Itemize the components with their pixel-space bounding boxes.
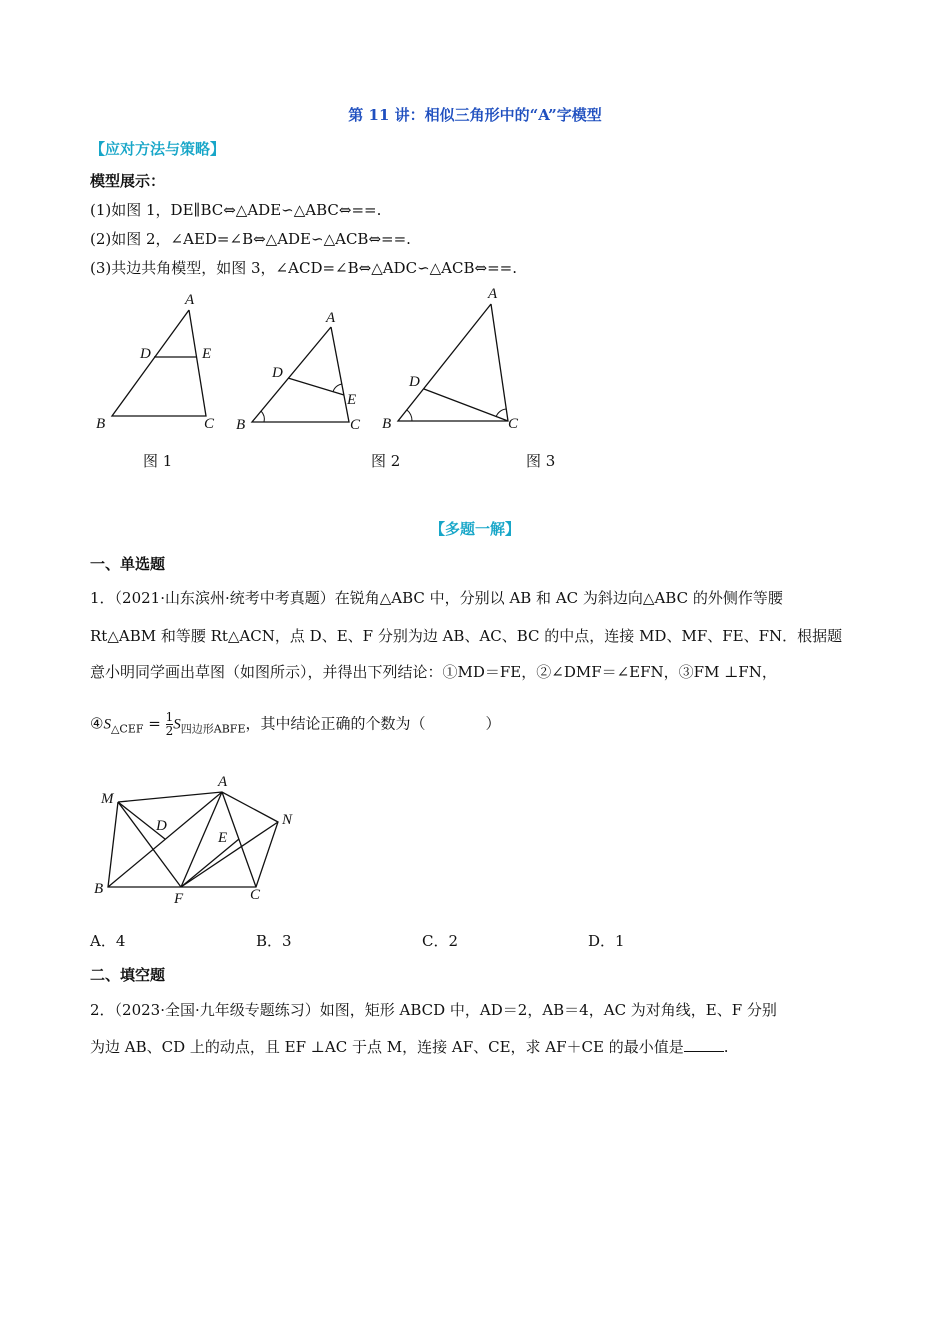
- q1-area-s2: S: [173, 716, 181, 733]
- q1-line-2: Rt△ABM 和等腰 Rt△ACN，点 D、E、F 分别为边 AB、AC、BC 的中点，连接 MD、MF、FE、FN．根据题: [90, 627, 843, 645]
- q1-area-s1-sub: △CEF: [110, 722, 144, 736]
- q1-fig-label-m: M: [101, 791, 114, 807]
- fig3-label-a: A: [488, 286, 498, 302]
- q1-option-c[interactable]: C．2: [422, 932, 459, 950]
- fig3-label-d: D: [409, 374, 420, 390]
- fig1-label-c: C: [204, 416, 215, 432]
- q2-line-2-end: .: [723, 1038, 729, 1056]
- fig3-label-c: C: [508, 416, 519, 432]
- q1-line-4: [90, 711, 501, 738]
- model-line-3: (3)共边共角模型，如图 3，∠ACD=∠B⇔△ADC∽△ACB⇔==.: [90, 259, 517, 277]
- fig3-label-b: B: [382, 416, 392, 432]
- q2-answer-blank[interactable]: [684, 1051, 724, 1052]
- fig1-label-a: A: [185, 292, 195, 308]
- q1-fraction-denominator: 2: [165, 724, 174, 738]
- section-1-heading: 一、单选题: [90, 555, 166, 573]
- fig3-triangle: [398, 304, 508, 421]
- q1-figure: [92, 772, 307, 912]
- section-2-heading: 二、填空题: [90, 966, 166, 984]
- q1-equals: =: [148, 714, 161, 733]
- fig3-angle-b-arc: [407, 410, 412, 421]
- q2-line-2-text: 为边 AB、CD 上的动点，且 EF ⊥AC 于点 M，连接 AF、CE，求 AF＋CE 的最小值是: [90, 1038, 684, 1056]
- q1-line-4-suffix: ，其中结论正确的个数为（ ）: [245, 714, 501, 733]
- fig2-label-e: E: [347, 392, 357, 408]
- fig2-label-a: A: [326, 310, 336, 326]
- q1-option-a[interactable]: A．4: [90, 932, 126, 950]
- fig3-segment-dc: [424, 389, 508, 421]
- fig1-triangle: [112, 310, 206, 416]
- fig1-label-b: B: [96, 416, 106, 432]
- q1-fig-label-d: D: [156, 818, 167, 834]
- q2-line-1: 2．（2023·全国·九年级专题练习）如图，矩形 ABCD 中，AD＝2，AB＝4，AC 为对角线，E、F 分别: [90, 1001, 777, 1019]
- q1-fig-label-a: A: [218, 774, 228, 790]
- fig3-angle-c-arc: [496, 409, 506, 417]
- q2-line-2: [90, 1036, 729, 1057]
- figure-2: [240, 310, 370, 430]
- fig2-angle-e-arc: [333, 384, 342, 392]
- q1-fig-label-f: F: [174, 891, 184, 907]
- model-line-1: (1)如图 1，DE∥BC⇔△ADE∽△ABC⇔==.: [90, 201, 382, 219]
- model-heading: 模型展示：: [90, 172, 166, 190]
- fig2-label-b: B: [236, 417, 246, 433]
- q1-line-1: 1．（2021·山东滨州·统考中考真题）在锐角△ABC 中，分别以 AB 和 AC 为斜边向△ABC 的外侧作等腰: [90, 589, 783, 607]
- q1-line-3: 意小明同学画出草图（如图所示），并得出下列结论：①MD＝FE，②∠DMF＝∠EFN，③FM ⊥FN，: [90, 663, 777, 681]
- q1-fig-label-e: E: [218, 830, 228, 846]
- q1-fig-label-c: C: [250, 887, 261, 903]
- fig2-label-c: C: [350, 417, 361, 433]
- page-title: 第 11 讲：相似三角形中的“A”字模型: [348, 106, 602, 124]
- q1-segment-fe: [181, 839, 239, 887]
- q1-fraction-numerator: 1: [165, 710, 174, 724]
- figure-3: [390, 290, 530, 430]
- q1-segment-mf: [118, 802, 181, 887]
- multi-solution-heading: 【多题一解】: [429, 520, 520, 538]
- model-line-2: (2)如图 2，∠AED=∠B⇔△ADE∽△ACB⇔==.: [90, 230, 411, 248]
- q1-option-d[interactable]: D．1: [588, 932, 625, 950]
- fig2-triangle: [252, 327, 349, 422]
- q1-conclusion-4-marker: ④: [90, 714, 104, 733]
- fig2-label-d: D: [272, 365, 283, 381]
- figure-2-caption: 图 2: [371, 452, 401, 470]
- strategy-heading: 【应对方法与策略】: [90, 140, 226, 158]
- fig1-label-e: E: [202, 346, 212, 362]
- figure-3-caption: 图 3: [526, 452, 556, 470]
- fig2-angle-b-arc: [261, 411, 264, 422]
- q1-area-s1: S: [103, 716, 111, 733]
- q1-fig-label-b: B: [94, 881, 104, 897]
- q1-option-b[interactable]: B．3: [256, 932, 292, 950]
- q1-area-s2-sub: 四边形ABFE: [180, 722, 246, 736]
- figure-1-caption: 图 1: [143, 452, 173, 470]
- fig1-label-d: D: [140, 346, 151, 362]
- q1-segment-ab: [108, 792, 222, 887]
- q1-fig-label-n: N: [282, 812, 293, 828]
